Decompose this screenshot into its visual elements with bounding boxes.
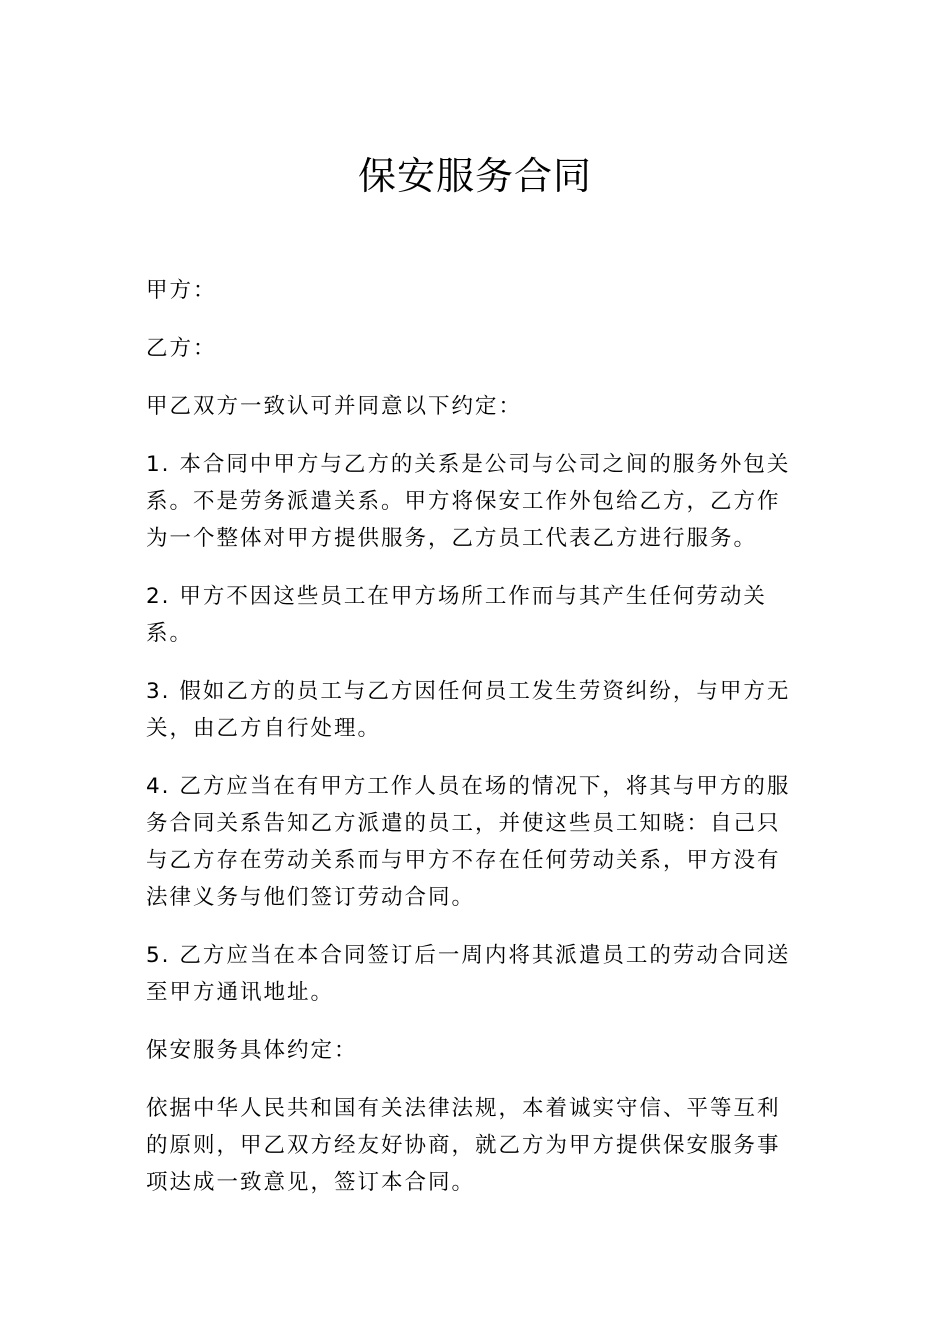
clause-3: 3. 假如乙方的员工与乙方因任何员工发生劳资纠纷，与甲方无关，由乙方自行处理。 (146, 679, 791, 741)
basis-paragraph: 依据中华人民共和国有关法律法规，本着诚实守信、平等互利的原则，甲乙双方经友好协商，就乙方为甲方提供保安服务事项达成一致意见，签订本合同。 (146, 1096, 781, 1195)
clause-4: 4. 乙方应当在有甲方工作人员在场的情况下，将其与甲方的服务合同关系告知乙方派遣的员工，并使这些员工知晓：自己只与乙方存在劳动关系而与甲方不存在任何劳动关系，甲方没有法律义务与他们签订劳动合同。 (146, 774, 791, 910)
party-b-line: 乙方： (146, 336, 217, 361)
document-body (146, 272, 796, 1222)
document-title: 保安服务合同 (357, 154, 592, 198)
section-heading-security-service: 保安服务具体约定： (146, 1038, 358, 1063)
agreement-intro: 甲乙双方一致认可并同意以下约定： (146, 394, 523, 419)
party-a-line: 甲方： (146, 278, 217, 303)
clause-2: 2. 甲方不因这些员工在甲方场所工作而与其产生任何劳动关系。 (146, 584, 767, 646)
clause-5: 5. 乙方应当在本合同签订后一周内将其派遣员工的劳动合同送至甲方通讯地址。 (146, 943, 791, 1005)
clause-1: 1. 本合同中甲方与乙方的关系是公司与公司之间的服务外包关系。不是劳务派遣关系。甲方将保安工作外包给乙方，乙方作为一个整体对甲方提供服务，乙方员工代表乙方进行服务。 (146, 452, 791, 551)
